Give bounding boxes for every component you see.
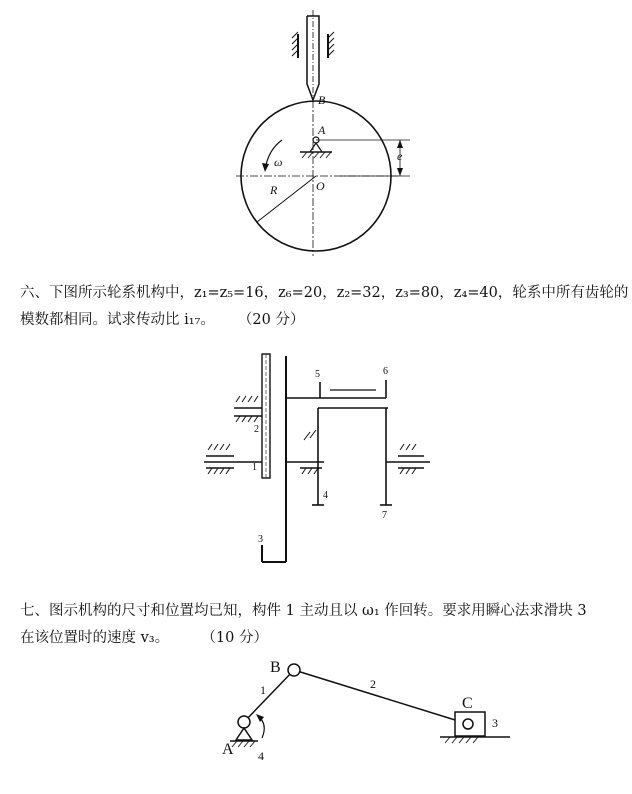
label-e: e [397, 149, 403, 163]
gear-label-4: 4 [323, 490, 328, 501]
joint-label-C: C [462, 695, 473, 712]
label-A: A [318, 123, 326, 137]
gear-label-7: 7 [382, 510, 387, 521]
gear-label-1: 1 [252, 462, 257, 473]
gear-label-3: 3 [258, 534, 263, 545]
label-B: B [318, 93, 326, 107]
gear-label-5: 5 [315, 369, 320, 380]
cam-mechanism-figure [0, 0, 632, 260]
link-label-2: 2 [370, 677, 376, 691]
gear-label-2: 2 [254, 424, 259, 435]
gear-label-6: 6 [383, 366, 388, 377]
label-omega: ω [274, 155, 283, 169]
label-R: R [270, 183, 278, 197]
q6-line1: 六、下图所示轮系机构中，z₁=z₅=16，z₆=20，z₂=32，z₃=80，z₄=40，轮系中所有齿轮的 [20, 285, 629, 301]
q6-score: （20 分） [237, 312, 305, 328]
question-7 [20, 598, 620, 652]
q6-line2: 模数都相同。试求传动比 i₁₇。 [20, 312, 215, 328]
q7-line1: 七、图示机构的尺寸和位置均已知，构件 1 主动且以 ω₁ 作回转。要求用瞬心法求滑块 3 [20, 603, 587, 619]
label-O: O [316, 179, 325, 193]
link-label-4: 4 [258, 749, 264, 763]
joint-label-A: A [222, 741, 234, 758]
link-label-3: 3 [492, 716, 498, 730]
link-label-1: 1 [260, 683, 266, 697]
question-6 [20, 280, 629, 334]
q7-line2: 在该位置时的速度 v₃。 [20, 630, 170, 646]
joint-label-B: B [270, 659, 281, 676]
q7-score: （10 分） [201, 630, 268, 646]
